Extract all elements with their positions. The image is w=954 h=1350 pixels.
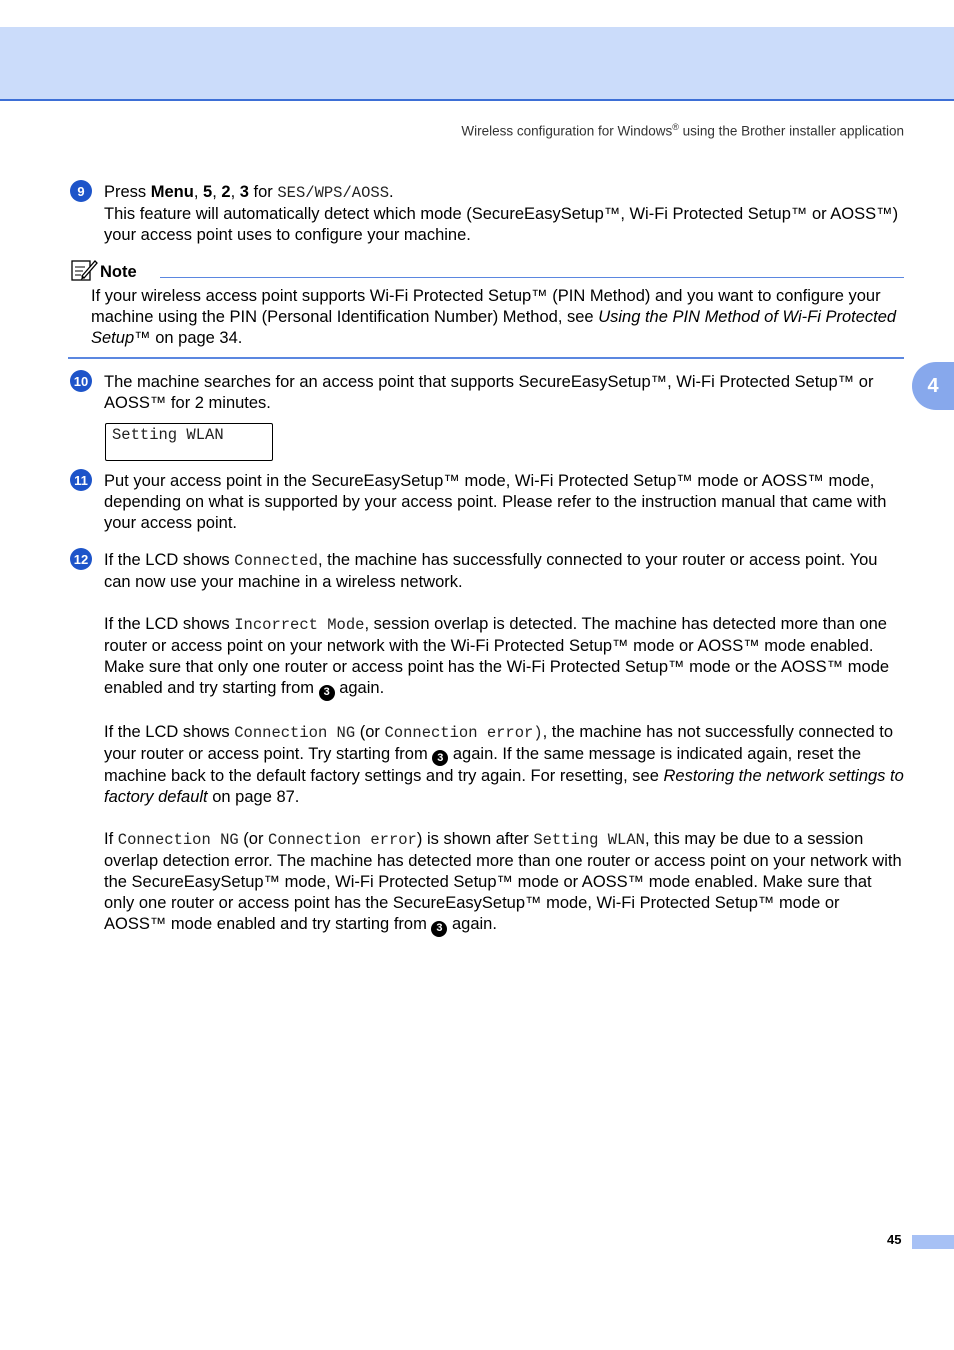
step-reference: 3 [431, 921, 447, 937]
running-header-title: Wireless configuration for Windows [461, 123, 673, 139]
step-9-instruction [104, 182, 904, 204]
key-5: 5 [203, 183, 213, 201]
text: If [104, 830, 118, 848]
text: on page 87. [207, 788, 300, 806]
step-12-paragraph-1 [104, 550, 904, 593]
note-bottom-divider [68, 357, 904, 359]
top-header-band [0, 27, 954, 101]
step-9 [104, 182, 904, 246]
step-9-description: This feature will automatically detect which mode (SecureEasySetup™, Wi-Fi Protected Setup™ or AOSS™) your access point uses to configure your machine. [104, 205, 899, 244]
step-12-marker [70, 548, 92, 570]
running-header [461, 122, 904, 139]
text: If your wireless access point supports Wi-Fi Protected Setup™ (PIN Method) and you want to configure your machine using the PIN (Personal Identification Number) Method, see [91, 287, 881, 326]
text: If the LCD shows [104, 551, 235, 569]
text: on page 34. [150, 329, 243, 347]
text: again. [447, 915, 497, 933]
lcd-text: Setting WLAN [112, 426, 224, 444]
note-text [91, 286, 904, 349]
text: Press [104, 183, 151, 201]
key-3: 3 [239, 183, 249, 201]
text: , [193, 183, 204, 201]
step-reference: 3 [432, 750, 448, 766]
text: (or [355, 722, 385, 741]
text: again. If the same message is indicated again, reset the machine back to the default factory settings and try again. For resetting, see [104, 744, 862, 785]
lcd-code: Connection NG [234, 723, 356, 742]
step-10 [104, 372, 904, 414]
chapter-tab [912, 362, 954, 410]
note-divider [160, 277, 904, 278]
text: . [389, 183, 394, 201]
step-11-number: 11 [74, 472, 88, 488]
lcd-code: Connection error) [384, 723, 543, 742]
text: , this may be due to a session overlap detection error. The machine has detected more than one router or access point on your network with the SecureEasySetup™ mode, Wi-Fi Protected Setup™ mode or AOSS™ mode enabled. Make sure that only one router or access point has the SecureEasySetup™ mode, Wi-Fi Protected Setup™ mode or AOSS™ mode enabled and try starting from [104, 830, 902, 933]
note-title: Note [100, 263, 137, 281]
text: If the LCD shows [104, 615, 235, 633]
chapter-number: 4 [927, 374, 939, 397]
text: for [248, 183, 278, 201]
lcd-code: Connection NG [117, 831, 239, 849]
step-12-paragraph-4 [104, 829, 904, 937]
key-2: 2 [221, 183, 231, 201]
step-10-marker [70, 370, 92, 392]
lcd-code: Incorrect Mode [234, 616, 365, 634]
lcd-display [105, 423, 273, 461]
note-pencil-icon [70, 258, 98, 282]
step-9-number: 9 [77, 183, 85, 199]
lcd-code: Connected [234, 552, 318, 570]
step-10-number: 10 [73, 373, 89, 389]
step-12-paragraph-2 [104, 614, 904, 701]
step-10-text: The machine searches for an access point that supports SecureEasySetup™, Wi-Fi Protected Setup™ or AOSS™ for 2 minutes. [104, 373, 874, 412]
step-9-marker [70, 180, 92, 202]
lcd-code: Setting WLAN [533, 831, 645, 849]
step-12 [104, 550, 904, 937]
text: , session overlap is detected. The machine has detected more than one router or access point on your network with the Wi-Fi Protected Setup™ mode or AOSS™ mode enabled. Make sure that only one router or access point has the Wi-Fi Protected Setup™ mode or the AOSS™ mode enabled and try starting from [104, 615, 890, 697]
step-12-paragraph-3 [104, 722, 904, 809]
step-11-marker [70, 469, 92, 491]
step-reference: 3 [319, 685, 335, 701]
running-header-subtitle: using the Brother installer application [678, 123, 904, 139]
text: , the machine has not successfully connected to your router or access point. Try starting from [104, 722, 894, 763]
step-12-number: 12 [73, 551, 89, 567]
text: , [212, 183, 222, 201]
text: , the machine has successfully connected to your router or access point. You can now use your machine in a wireless network. [104, 551, 878, 591]
lcd-code: SES/WPS/AOSS [277, 184, 389, 202]
cross-reference: Using the PIN Method of Wi-Fi Protected Setup™ [91, 308, 897, 347]
text: ) is shown after [416, 830, 534, 848]
text: , [230, 183, 240, 201]
lcd-code: Connection error [268, 831, 417, 849]
page-tab [912, 1235, 954, 1249]
menu-key: Menu [150, 183, 194, 201]
text: If the LCD shows [104, 722, 235, 741]
registered-mark: ® [672, 122, 679, 132]
page-number: 45 [887, 1232, 902, 1247]
cross-reference: Restoring the network settings to factory default [104, 767, 904, 806]
step-11 [104, 471, 904, 534]
step-11-text: Put your access point in the SecureEasySetup™ mode, Wi-Fi Protected Setup™ mode or AOSS™ mode, depending on what is supported by your access point. Please refer to the instruction manual that came with your access point. [104, 472, 887, 532]
text: (or [238, 830, 269, 848]
text: again. [334, 679, 385, 697]
